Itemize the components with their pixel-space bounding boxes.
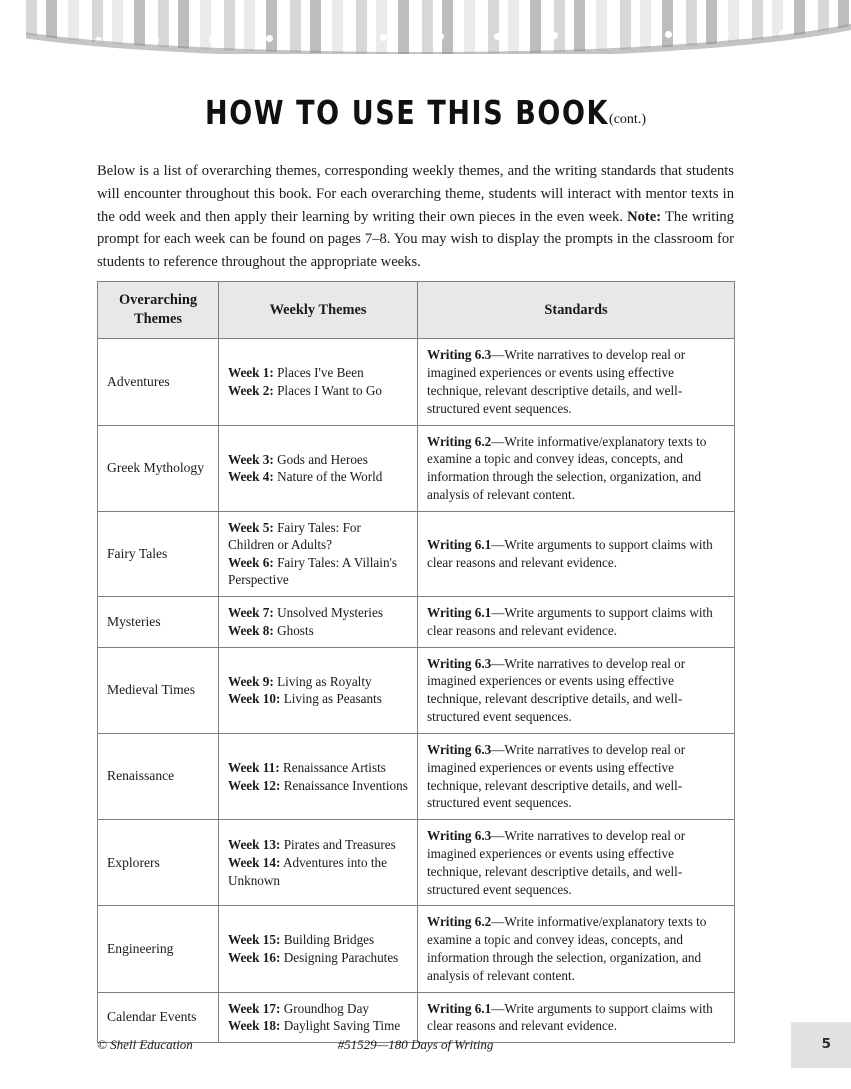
cell-overarching-theme: Mysteries — [98, 597, 219, 648]
weekly-theme-line: Week 13: Pirates and Treasures — [228, 837, 396, 853]
weekly-theme-line: Week 7: Unsolved Mysteries — [228, 605, 383, 621]
cell-standard: Writing 6.3—Write narratives to develop real or imagined experiences or events using effective technique, relevant descriptive details, and well-structured event sequences. — [418, 820, 735, 906]
table-row — [98, 339, 735, 425]
intro-text-part1: Below is a list of overarching themes, corresponding weekly themes, and the writing standards that students will encounter throughout this book. For each overarching theme, students will interact with mentor texts in the odd week and then apply their learning by writing their own pieces in the even week. — [97, 163, 734, 225]
cell-overarching-theme: Calendar Events — [98, 992, 219, 1043]
weekly-theme-line: Week 14: Adventures into the Unknown — [228, 854, 387, 888]
standard-code: Writing 6.1 — [427, 537, 492, 553]
weekly-theme-line: Week 15: Building Bridges — [228, 932, 375, 948]
cell-overarching-theme: Adventures — [98, 339, 219, 425]
standard-code: Writing 6.3 — [427, 347, 492, 363]
cell-overarching-theme: Engineering — [98, 906, 219, 992]
page-title-continued-note: (cont.) — [609, 112, 646, 128]
weekly-theme-line: Week 17: Groundhog Day — [228, 1000, 370, 1016]
footer-copyright: © Shell Education — [97, 1037, 193, 1052]
footer-title: #51529—180 Days of Writing — [337, 1037, 494, 1052]
cell-overarching-theme: Medieval Times — [98, 647, 219, 733]
weekly-theme-line: Week 5: Fairy Tales: For Children or Adults? — [228, 519, 361, 553]
standard-code: Writing 6.1 — [427, 1000, 492, 1016]
table-row — [98, 647, 735, 733]
cell-overarching-theme: Explorers — [98, 820, 219, 906]
weekly-theme-line: Week 11: Renaissance Artists — [228, 759, 386, 775]
cell-standard: Writing 6.3—Write narratives to develop real or imagined experiences or events using effective technique, relevant descriptive details, and well-structured event sequences. — [418, 647, 735, 733]
week-label: Week 10: — [228, 691, 281, 707]
cell-weekly-themes — [219, 647, 418, 733]
cell-weekly-themes — [219, 906, 418, 992]
cell-weekly-themes — [219, 733, 418, 819]
cell-overarching-theme: Greek Mythology — [98, 425, 219, 511]
week-label: Week 16: — [228, 950, 281, 965]
week-label: Week 5: — [228, 519, 274, 535]
weekly-theme-line: Week 4: Nature of the World — [228, 469, 383, 485]
weekly-theme-line: Week 9: Living as Royalty — [228, 673, 372, 689]
column-header-overarching-themes: Overarching Themes — [98, 282, 219, 339]
cell-overarching-theme: Renaissance — [98, 733, 219, 819]
weekly-theme-line: Week 6: Fairy Tales: A Villain's Perspective — [228, 554, 398, 588]
page-title-wrapper — [0, 94, 851, 133]
standard-code: Writing 6.1 — [427, 605, 492, 620]
cell-weekly-themes — [219, 820, 418, 906]
page-title: HOW TO USE THIS BOOK(cont.) — [205, 94, 646, 133]
intro-note-label: Note: — [627, 208, 662, 225]
week-label: Week 1: — [228, 365, 274, 381]
table-row — [98, 425, 735, 511]
week-label: Week 4: — [228, 469, 274, 485]
standard-code: Writing 6.2 — [427, 914, 492, 930]
table-row — [98, 597, 735, 648]
week-label: Week 9: — [228, 673, 274, 689]
cell-overarching-theme: Fairy Tales — [98, 511, 219, 596]
cell-weekly-themes — [219, 339, 418, 425]
cell-standard: Writing 6.1—Write arguments to support claims with clear reasons and relevant evidence. — [418, 992, 735, 1043]
weekly-theme-line: Week 2: Places I Want to Go — [228, 382, 383, 398]
table-header-row — [98, 282, 735, 339]
themes-standards-table — [97, 281, 735, 1043]
week-label: Week 6: — [228, 554, 274, 570]
weekly-theme-line: Week 10: Living as Peasants — [228, 691, 382, 707]
cell-standard: Writing 6.3—Write narratives to develop real or imagined experiences or events using effective technique, relevant descriptive details, and well-structured event sequences. — [418, 733, 735, 819]
standard-code: Writing 6.3 — [427, 655, 492, 671]
intro-text-part2: The writing prompt for each week can be found on pages 7–8. You may wish to display the prompts in the classroom for students to reference throughout the appropriate weeks. — [97, 208, 734, 271]
cell-weekly-themes — [219, 597, 418, 648]
weekly-theme-line: Week 3: Gods and Heroes — [228, 451, 368, 467]
week-label: Week 18: — [228, 1018, 281, 1034]
intro-paragraph — [97, 160, 734, 274]
cell-weekly-themes — [219, 511, 418, 596]
weekly-theme-line: Week 8: Ghosts — [228, 622, 314, 638]
table-row — [98, 511, 735, 596]
table-row — [98, 906, 735, 992]
weekly-theme-line: Week 12: Renaissance Inventions — [228, 777, 408, 793]
weekly-theme-line: Week 1: Places I've Been — [228, 365, 364, 381]
weekly-theme-line: Week 16: Designing Parachutes — [228, 950, 399, 965]
cell-standard: Writing 6.1—Write arguments to support claims with clear reasons and relevant evidence. — [418, 597, 735, 648]
cell-standard: Writing 6.3—Write narratives to develop real or imagined experiences or events using effective technique, relevant descriptive details, and well-structured event sequences. — [418, 339, 735, 425]
cell-weekly-themes — [219, 992, 418, 1043]
week-label: Week 2: — [228, 382, 274, 398]
table-row — [98, 733, 735, 819]
week-label: Week 15: — [228, 932, 281, 948]
week-label: Week 13: — [228, 837, 281, 853]
column-header-weekly-themes: Weekly Themes — [219, 282, 418, 339]
table-row — [98, 820, 735, 906]
weekly-theme-line: Week 18: Daylight Saving Time — [228, 1018, 401, 1034]
standard-code: Writing 6.3 — [427, 741, 492, 757]
week-label: Week 3: — [228, 451, 274, 467]
week-label: Week 7: — [228, 605, 274, 621]
cell-standard: Writing 6.2—Write informative/explanatory texts to examine a topic and convey ideas, concepts, and information through the selection, organization, and analysis of relevant content. — [418, 906, 735, 992]
cell-standard: Writing 6.2—Write informative/explanatory texts to examine a topic and convey ideas, concepts, and information through the selection, organization, and analysis of relevant content. — [418, 425, 735, 511]
cell-weekly-themes — [219, 425, 418, 511]
table-row — [98, 992, 735, 1043]
standard-code: Writing 6.3 — [427, 828, 492, 844]
page-number: 5 — [821, 1036, 831, 1052]
week-label: Week 8: — [228, 622, 274, 638]
cell-standard: Writing 6.1—Write arguments to support claims with clear reasons and relevant evidence. — [418, 511, 735, 596]
week-label: Week 12: — [228, 777, 281, 793]
column-header-standards: Standards — [418, 282, 735, 339]
standard-code: Writing 6.2 — [427, 433, 492, 449]
week-label: Week 17: — [228, 1000, 281, 1016]
table-body — [98, 339, 735, 1043]
week-label: Week 14: — [228, 854, 281, 870]
week-label: Week 11: — [228, 759, 280, 775]
